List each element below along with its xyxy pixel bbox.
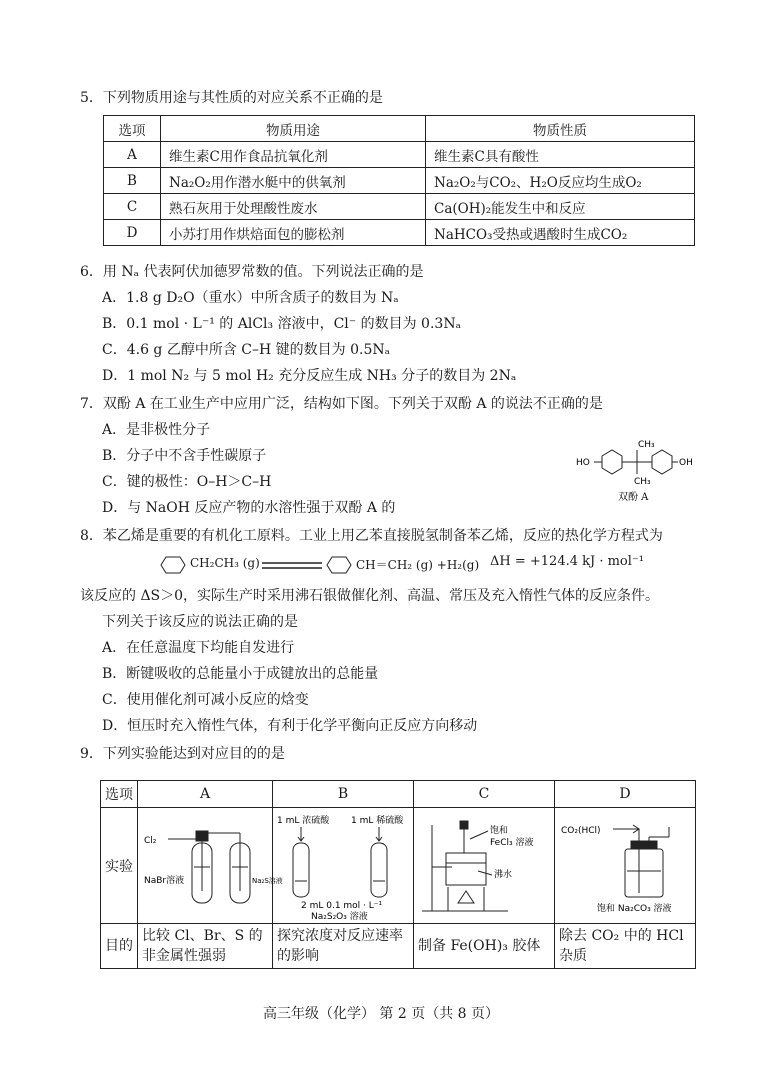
q5-table bbox=[103, 115, 695, 246]
q9-table bbox=[100, 780, 696, 969]
table-row bbox=[101, 781, 696, 808]
q9-figure-d bbox=[555, 808, 696, 924]
q9d-gas-label: CO₂(HCl) bbox=[561, 825, 601, 836]
table-row bbox=[104, 142, 695, 168]
q8-reactant: CH₂CH₃ (g) bbox=[190, 556, 260, 570]
q8-question: 下列关于该反应的说法正确的是 bbox=[102, 614, 298, 630]
q8-conditions: 该反应的 ΔS＞0，实际生产时采用沸石银做催化剂、高温、常压及充入惰性气体的反应条件。 bbox=[80, 588, 660, 604]
q9-header-a: A bbox=[138, 781, 273, 808]
q9b-left-reagent: 1 mL 浓硫酸 bbox=[277, 815, 330, 826]
bpa-bottom-methyl: CH₃ bbox=[634, 477, 651, 487]
q9b-solution-conc: 2 mL 0.1 mol · L⁻¹ bbox=[301, 900, 383, 911]
q5-header-property: 物质性质 bbox=[426, 116, 695, 142]
bisphenol-a-structure bbox=[572, 436, 702, 506]
q5-cell-option: A bbox=[104, 142, 161, 168]
q5-cell-use: 熟石灰用于处理酸性废水 bbox=[161, 194, 426, 220]
q8-equation bbox=[160, 554, 680, 578]
q9a-gas-label: Cl₂ bbox=[144, 835, 157, 846]
q9-header-option: 选项 bbox=[101, 781, 138, 808]
q9-figure-c bbox=[414, 808, 555, 924]
q9c-water-label: 沸水 bbox=[494, 869, 513, 880]
table-row bbox=[104, 194, 695, 220]
q5-cell-use: 维生素C用作食品抗氧化剂 bbox=[161, 142, 426, 168]
q9-purpose-d: 除去 CO₂ 中的 HCl 杂质 bbox=[555, 924, 696, 969]
q9-purpose-b: 探究浓度对反应速率的影响 bbox=[273, 924, 414, 969]
q5-cell-property: 维生素C具有酸性 bbox=[426, 142, 695, 168]
q9a-left-tube-label: NaBr溶液 bbox=[144, 875, 185, 886]
benzene-ring-icon bbox=[160, 556, 186, 574]
q8-stem: 8．苯乙烯是重要的有机化工原料。工业上用乙苯直接脱氢制备苯乙烯，反应的热化学方程式为 bbox=[80, 528, 663, 544]
q6-option-d: D．1 mol N₂ 与 5 mol H₂ 充分反应生成 NH₃ 分子的数目为 2Nₐ bbox=[102, 368, 517, 384]
q5-header-use: 物质用途 bbox=[161, 116, 426, 142]
q7-option-b: B．分子中不含手性碳原子 bbox=[102, 448, 267, 464]
q5-cell-property: NaHCO₃受热或遇酸时生成CO₂ bbox=[426, 220, 695, 246]
q8-products: CH＝CH₂ (g) +H₂(g) bbox=[356, 558, 480, 572]
q9-header-d: D bbox=[555, 781, 696, 808]
q9-purpose-a: 比较 Cl、Br、S 的非金属性强弱 bbox=[138, 924, 273, 969]
q7-option-d: D．与 NaOH 反应产物的水溶性强于双酚 A 的 bbox=[102, 500, 396, 516]
q8-option-b: B．断键吸收的总能量小于成键放出的总能量 bbox=[102, 666, 379, 682]
bpa-caption: 双酚 A bbox=[618, 492, 649, 503]
q9b-solution-name: Na₂S₂O₃ 溶液 bbox=[311, 911, 368, 922]
q9-figure-a bbox=[138, 808, 283, 924]
q5-cell-option: D bbox=[104, 220, 161, 246]
q5-cell-use: Na₂O₂用作潜水艇中的供氧剂 bbox=[161, 168, 426, 194]
table-row bbox=[104, 168, 695, 194]
benzene-ring-icon bbox=[326, 556, 352, 574]
q5-cell-use: 小苏打用作烘焙面包的膨松剂 bbox=[161, 220, 426, 246]
q9a-right-tube-label: Na₂S溶液 bbox=[252, 876, 283, 885]
q5-cell-option: C bbox=[104, 194, 161, 220]
q6-option-b: B．0.1 mol · L⁻¹ 的 AlCl₃ 溶液中，Cl⁻ 的数目为 0.3Nₐ bbox=[102, 316, 461, 332]
q8-option-c: C．使用催化剂可减小反应的焓变 bbox=[102, 692, 309, 708]
table-row bbox=[101, 924, 696, 969]
q9d-solution-label: 饱和 Na₂CO₃ 溶液 bbox=[597, 903, 672, 914]
q5-cell-property: Na₂O₂与CO₂、H₂O反应均生成O₂ bbox=[426, 168, 695, 194]
page-footer: 高三年级（化学） 第 2 页（共 8 页） bbox=[262, 1006, 500, 1022]
table-row bbox=[101, 808, 696, 924]
q7-option-c: C．键的极性：O–H＞C–H bbox=[102, 474, 272, 490]
q9b-right-reagent: 1 mL 稀硫酸 bbox=[351, 815, 404, 826]
bpa-top-methyl: CH₃ bbox=[638, 440, 655, 450]
q9c-reagent-name: FeCl₃ 溶液 bbox=[490, 837, 534, 848]
q8-option-d: D．恒压时充入惰性气体，有利于化学平衡向正反应方向移动 bbox=[102, 718, 478, 734]
q6-option-c: C．4.6 g 乙醇中所含 C–H 键的数目为 0.5Nₐ bbox=[102, 342, 391, 358]
q5-cell-option: B bbox=[104, 168, 161, 194]
bpa-right-hydroxyl: OH bbox=[679, 458, 693, 468]
bpa-left-hydroxyl: HO bbox=[576, 458, 590, 468]
table-row bbox=[104, 116, 695, 142]
q9-row-label-experiment: 实验 bbox=[101, 808, 138, 924]
q6-option-a: A．1.8 g D₂O（重水）中所含质子的数目为 Nₐ bbox=[102, 290, 399, 306]
q9-header-c: C bbox=[414, 781, 555, 808]
q8-option-a: A．在任意温度下均能自发进行 bbox=[102, 640, 295, 656]
q5-stem: 5．下列物质用途与其性质的对应关系不正确的是 bbox=[80, 90, 383, 106]
q9-purpose-c: 制备 Fe(OH)₃ 胶体 bbox=[414, 924, 555, 969]
q5-header-option: 选项 bbox=[104, 116, 161, 142]
q5-cell-property: Ca(OH)₂能发生中和反应 bbox=[426, 194, 695, 220]
q7-option-a: A．是非极性分子 bbox=[102, 422, 211, 438]
q9-header-b: B bbox=[273, 781, 414, 808]
equilibrium-arrow-icon bbox=[262, 560, 322, 572]
q6-stem: 6．用 Nₐ 代表阿伏加德罗常数的值。下列说法正确的是 bbox=[80, 264, 424, 280]
q9-figure-b bbox=[273, 808, 414, 924]
q7-stem: 7．双酚 A 在工业生产中应用广泛，结构如下图。下列关于双酚 A 的说法不正确的是 bbox=[80, 396, 603, 412]
q8-enthalpy: ΔH = +124.4 kJ · mol⁻¹ bbox=[490, 554, 644, 569]
q9-stem: 9．下列实验能达到对应目的的是 bbox=[80, 746, 285, 762]
q9-row-label-purpose: 目的 bbox=[101, 924, 138, 969]
table-row bbox=[104, 220, 695, 246]
q9c-reagent-label: 饱和 bbox=[490, 825, 509, 836]
